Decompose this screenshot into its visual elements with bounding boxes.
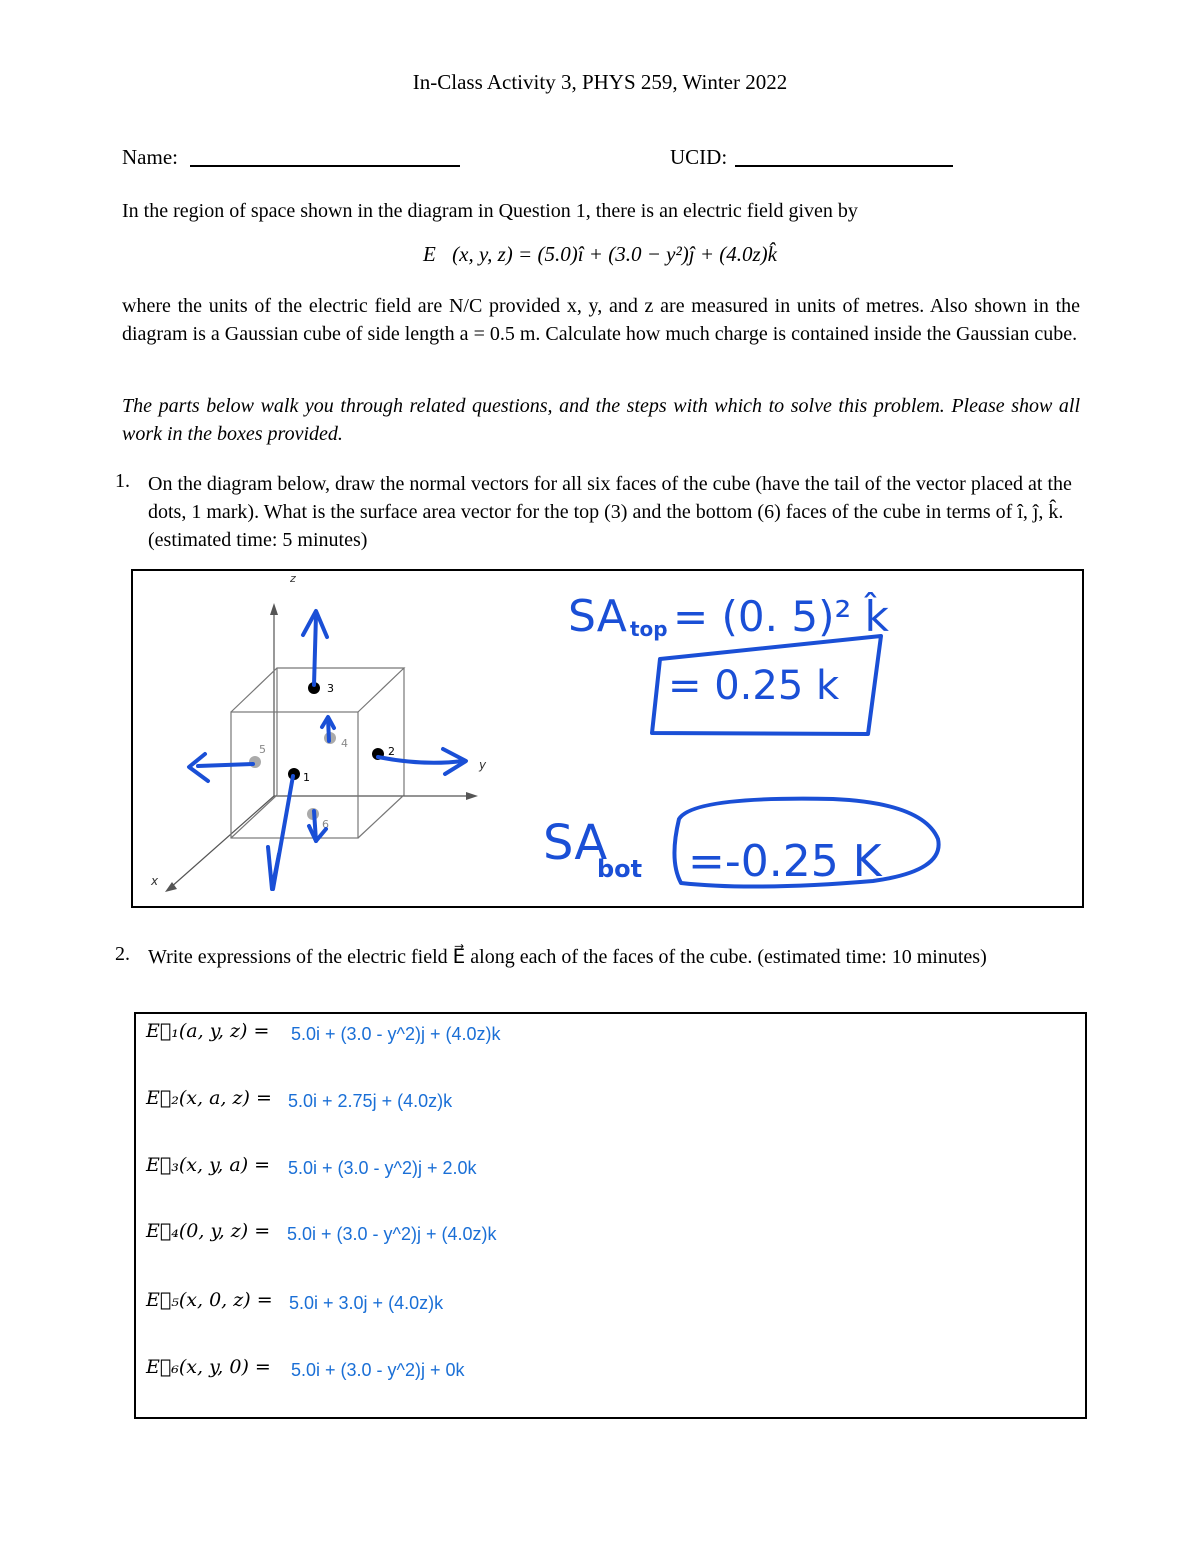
normal-vector-left xyxy=(198,764,253,766)
normal-vector-front-head xyxy=(268,847,279,889)
ucid-field[interactable] xyxy=(735,165,953,167)
instructions: The parts below walk you through related questions, and the steps with which to solve this problem. Please show all work in the boxes provided. xyxy=(122,395,1080,445)
dot-label-6: 6 xyxy=(322,818,329,831)
handwritten-answers xyxy=(543,591,890,887)
cube-diagram xyxy=(133,571,1082,906)
x-axis xyxy=(170,796,274,888)
field-label-face-2: E⃗₂(x, a, z) = xyxy=(146,1087,272,1109)
field-answer-face-6: 5.0i + (3.0 - y^2)j + 0k xyxy=(291,1360,465,1380)
dot-label-5: 5 xyxy=(259,743,266,756)
question-1-number: 1. xyxy=(115,470,130,492)
x-axis-label: x xyxy=(151,874,159,888)
field-label-face-3: E⃗₃(x, y, a) = xyxy=(146,1154,271,1176)
field-answer-face-3: 5.0i + (3.0 - y^2)j + 2.0k xyxy=(288,1158,477,1178)
z-axis-label: z xyxy=(290,572,296,585)
dot-label-3: 3 xyxy=(327,682,334,695)
question-1-text: On the diagram below, draw the normal vectors for all six faces of the cube (have the tail of the vector placed at the dots, 1 mark). What is the surface area vector for the top (3) and the bottom (6) faces of the cube in terms of î, ĵ, k̂. (estimated time: 5 minutes) xyxy=(148,473,1072,551)
field-label-face-4: E⃗₄(0, y, z) = xyxy=(146,1220,271,1242)
name-label: Name: xyxy=(122,145,178,169)
question-2-number: 2. xyxy=(115,943,130,965)
sa-top-label: SA xyxy=(568,591,627,642)
field-answer-face-5: 5.0i + 3.0j + (4.0z)k xyxy=(289,1293,444,1313)
dot-label-4: 4 xyxy=(341,737,348,750)
field-label-face-5: E⃗₅(x, 0, z) = xyxy=(146,1289,273,1311)
field-answer-face-1: 5.0i + (3.0 - y^2)j + (4.0z)k xyxy=(291,1024,501,1044)
sa-bot-subscript: bot xyxy=(597,855,643,883)
sa-top-rhs: = (0. 5)² k̂ xyxy=(673,592,889,641)
normal-vector-top xyxy=(314,615,316,685)
answer-box-1[interactable] xyxy=(131,569,1084,908)
dot-5 xyxy=(249,756,261,768)
normal-vector-right xyxy=(378,757,463,763)
y-axis-label: y xyxy=(479,758,487,772)
field-label-face-6: E⃗₆(x, y, 0) = xyxy=(146,1356,271,1378)
intro-text-2: where the units of the electric field are N/C provided x, y, and z are measured in units of metres. Also shown in the diagram is a Gaussian cube of side length a = 0.5 m. Calculate how much charge is contained inside the Gaussian cube. xyxy=(122,295,1080,345)
name-field[interactable] xyxy=(190,165,460,167)
y-axis-arrowhead xyxy=(466,792,478,800)
page-title: In-Class Activity 3, PHYS 259, Winter 2022 xyxy=(412,70,788,94)
answer-box-2[interactable] xyxy=(134,1012,1087,1419)
field-equation: E⃗(x, y, z) = (5.0)î + (3.0 − y²)ĵ + (4.0z)k̂ xyxy=(423,242,777,266)
field-answer-face-2: 5.0i + 2.75j + (4.0z)k xyxy=(288,1091,453,1111)
dot-label-2: 2 xyxy=(388,745,395,758)
question-2-text: Write expressions of the electric field E⃗ along each of the faces of the cube. (estimated time: 10 minutes) xyxy=(148,946,987,968)
sa-bot-boxed: =-0.25 K xyxy=(688,836,882,887)
ucid-label: UCID: xyxy=(670,145,728,169)
intro-text: In the region of space shown in the diagram in Question 1, there is an electric field given by xyxy=(122,200,858,222)
z-axis-arrowhead xyxy=(270,603,278,615)
dot-label-1: 1 xyxy=(303,771,310,784)
field-label-face-1: E⃗₁(a, y, z) = xyxy=(146,1020,270,1042)
sa-bot-label: SA xyxy=(543,815,608,871)
sa-top-subscript: top xyxy=(630,617,668,641)
sa-top-boxed: = 0.25 k xyxy=(668,663,840,709)
field-answer-face-4: 5.0i + (3.0 - y^2)j + (4.0z)k xyxy=(287,1224,497,1244)
